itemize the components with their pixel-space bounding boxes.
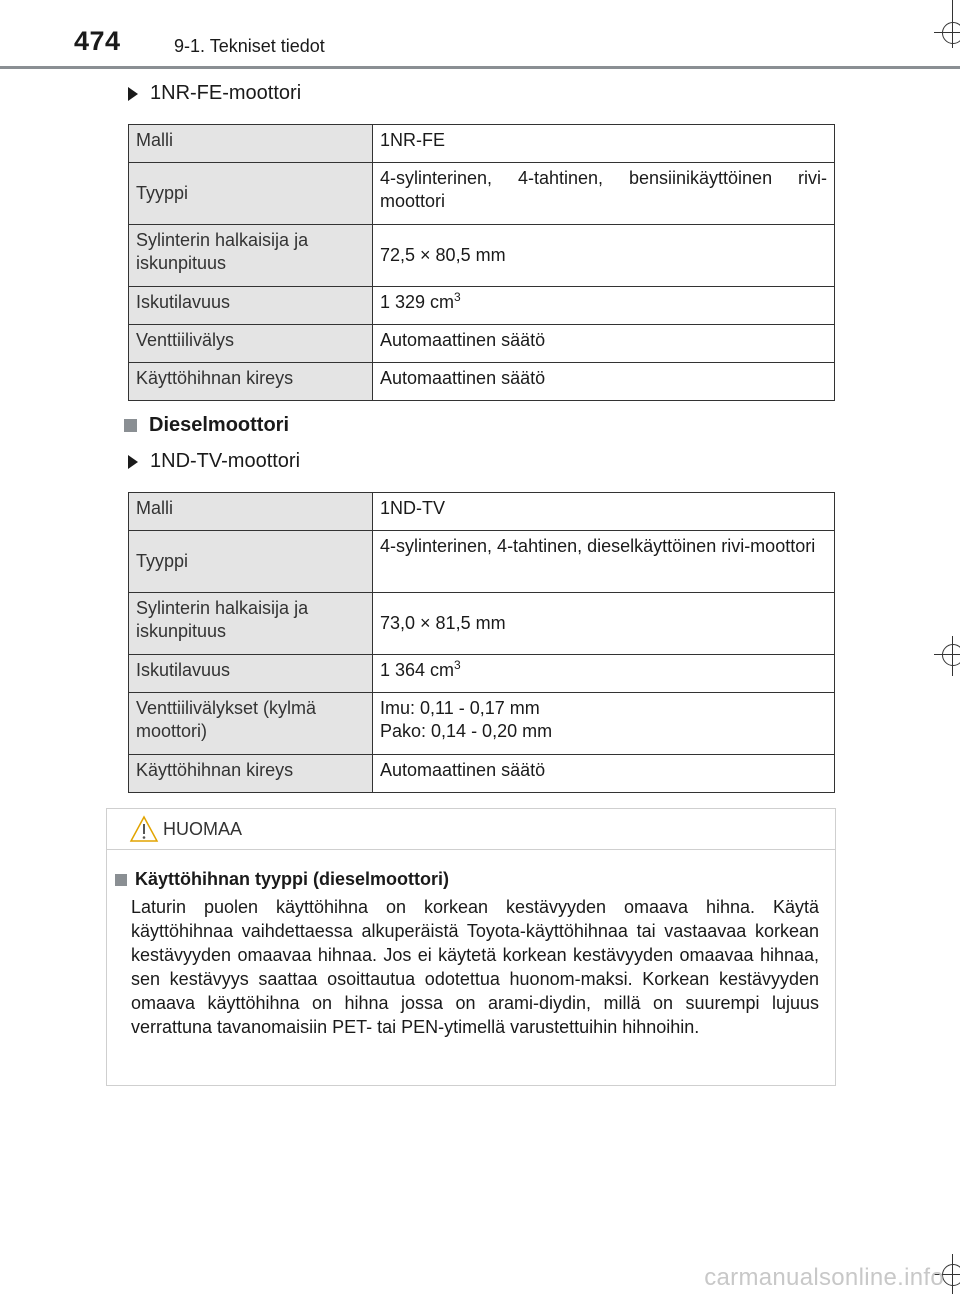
spec-value: Automaattinen säätö (373, 755, 835, 793)
notice-title: HUOMAA (163, 819, 243, 839)
spec-value (373, 655, 835, 693)
table-row (129, 125, 835, 163)
notice-box (106, 808, 836, 1086)
displacement-value: 1 329 cm (380, 292, 455, 312)
subheading-text: 1ND-TV-moottori (150, 450, 301, 472)
table-row (129, 363, 835, 401)
notice-body: Laturin puolen käyttöhihna on korkean kestävyyden omaava hihna. Käytä käyttöhihnaa vaihdettaessa alkuperäistä Toyota-käyttöhihnaa tai vastaavaa korkean kestävyyden omaavaa hihnaa. Jos ei käytetä korkean kestävyyden omaavaa hihnaa, sen kestävyys saattaa osoittautua odotettua huonom-maksi. Korkean kestävyyden omaava käyttöhihna on hihna jossa on arami-diydin, millä on suurempi lujuus verrattuna tavanomaisiin PET- tai PEN-ytimellä varustettuihin hihnoihin. (131, 897, 819, 1037)
spec-key: Malli (129, 125, 373, 163)
spec-value: 1ND-TV (373, 493, 835, 531)
spec-value: 4-sylinterinen, 4-tahtinen, bensiinikäyttöinen rivi-moottori (373, 163, 835, 225)
table-row (129, 531, 835, 593)
spec-key: Käyttöhihnan kireys (129, 755, 373, 793)
table-row (129, 225, 835, 287)
watermark: carmanualsonline.info (704, 1264, 944, 1291)
table-row (129, 325, 835, 363)
spec-table-1nr-fe (128, 124, 835, 401)
spec-value: 4-sylinterinen, 4-tahtinen, dieselkäyttöinen rivi-moottori (373, 531, 835, 593)
superscript: 3 (454, 290, 461, 304)
spec-key: Tyyppi (129, 531, 373, 593)
spec-key: Käyttöhihnan kireys (129, 363, 373, 401)
spec-value: 73,0 × 81,5 mm (373, 593, 835, 655)
spec-value: 72,5 × 80,5 mm (373, 225, 835, 287)
spec-key: Iskutilavuus (129, 655, 373, 693)
triangle-bullet-icon (128, 455, 138, 469)
table-row (129, 493, 835, 531)
spec-value (373, 693, 835, 755)
subheading-1nr-fe (128, 82, 301, 105)
superscript: 3 (454, 658, 461, 672)
table-row (129, 163, 835, 225)
spec-key: Iskutilavuus (129, 287, 373, 325)
spec-value: Automaattinen säätö (373, 325, 835, 363)
notice-subheading-text: Käyttöhihnan tyyppi (dieselmoottori) (135, 869, 450, 889)
subheading-text: 1NR-FE-moottori (150, 82, 302, 104)
spec-value: Automaattinen säätö (373, 363, 835, 401)
triangle-bullet-icon (128, 87, 138, 101)
notice-header (107, 809, 835, 850)
exhaust-clearance: Pako: 0,14 - 0,20 mm (380, 721, 553, 741)
warning-icon (129, 815, 159, 843)
spec-key: Tyyppi (129, 163, 373, 225)
table-row (129, 693, 835, 755)
spec-key: Sylinterin halkaisija ja iskunpituus (129, 593, 373, 655)
table-row (129, 755, 835, 793)
notice-subheading (115, 869, 449, 890)
header-rule (0, 66, 960, 69)
table-row (129, 655, 835, 693)
heading-diesel (124, 414, 289, 437)
page-number: 474 (74, 26, 121, 56)
spec-key: Venttiilivälykset (kylmä moottori) (129, 693, 373, 755)
section-title: 9-1. Tekniset tiedot (174, 36, 325, 56)
table-row (129, 287, 835, 325)
spec-key: Venttiilivälys (129, 325, 373, 363)
spec-value: 1NR-FE (373, 125, 835, 163)
intake-clearance: Imu: 0,11 - 0,17 mm (380, 698, 540, 718)
heading-text: Dieselmoottori (149, 414, 290, 436)
spec-value (373, 287, 835, 325)
table-row (129, 593, 835, 655)
spec-key: Malli (129, 493, 373, 531)
displacement-value: 1 364 cm (380, 660, 455, 680)
subheading-1nd-tv (128, 450, 300, 473)
square-bullet-icon (124, 419, 137, 432)
spec-key: Sylinterin halkaisija ja iskunpituus (129, 225, 373, 287)
spec-table-1nd-tv (128, 492, 835, 793)
square-bullet-icon (115, 874, 127, 886)
